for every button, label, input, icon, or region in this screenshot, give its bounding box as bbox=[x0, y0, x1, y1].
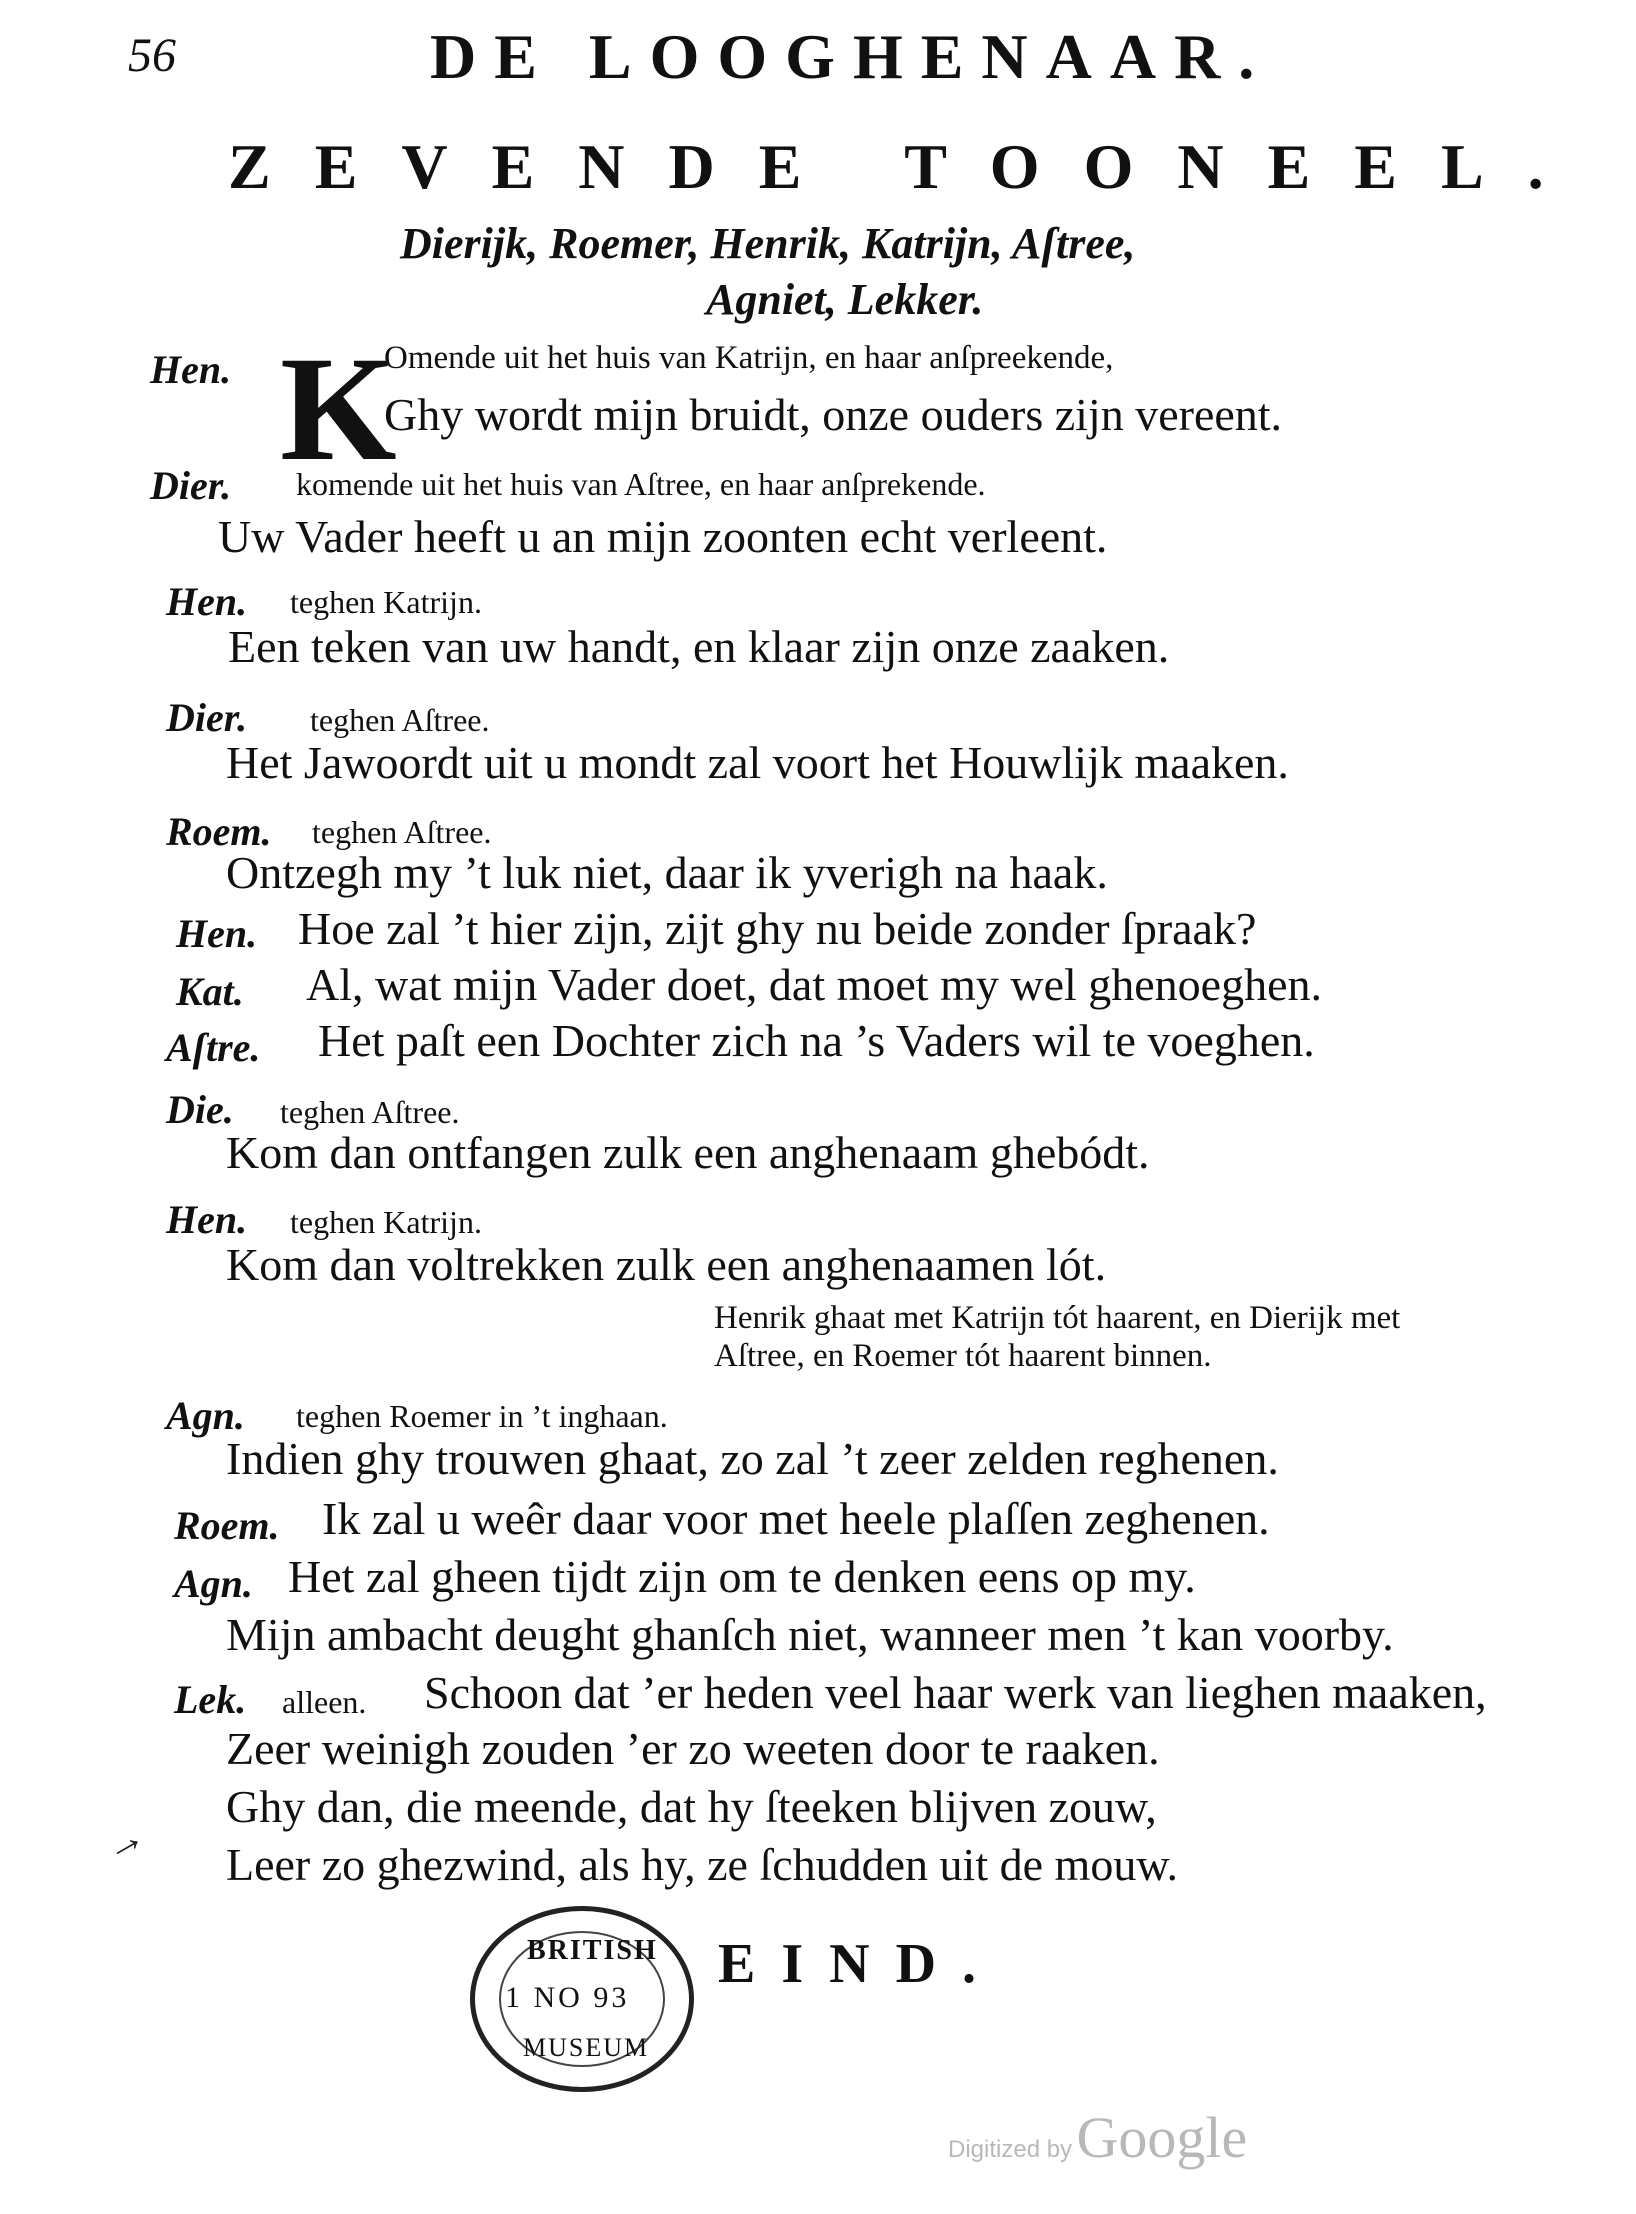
dialogue-line: Het paſt een Dochter zich na ’s Vaders wil te voeghen. bbox=[318, 1015, 1315, 1066]
google-logo: Google bbox=[1076, 2105, 1248, 2170]
speaker-label: Agn. bbox=[174, 1561, 253, 1606]
end-word: EIND. bbox=[718, 1933, 1003, 1995]
stage-direction: teghen Katrijn. bbox=[290, 584, 482, 620]
stage-direction: Aſtree, en Roemer tót haarent binnen. bbox=[714, 1338, 1212, 1374]
stamp-text-bottom: MUSEUM bbox=[523, 2033, 650, 2062]
dialogue-line: Het zal gheen tijdt zijn om te denken eens op my. bbox=[288, 1551, 1196, 1602]
cast-list-line-2: Agniet, Lekker. bbox=[706, 275, 984, 324]
dialogue-line: Omende uit het huis van Katrijn, en haar anſpreekende, bbox=[384, 340, 1114, 376]
stage-direction: teghen Aſtree. bbox=[280, 1094, 460, 1130]
speaker-label: Kat. bbox=[176, 969, 244, 1014]
dialogue-line: Hoe zal ’t hier zijn, zijt ghy nu beide zonder ſpraak? bbox=[298, 903, 1257, 954]
dialogue-line: Mijn ambacht deught ghanſch niet, wanneer men ’t kan voorby. bbox=[226, 1609, 1394, 1660]
speaker-label: Lek. bbox=[174, 1677, 247, 1722]
speaker-label: Hen. bbox=[150, 347, 232, 392]
dialogue-line: Het Jawoordt uit u mondt zal voort het Houwlijk maaken. bbox=[226, 737, 1289, 788]
margin-pen-mark: → bbox=[95, 1812, 153, 1871]
dialogue-line: Ik zal u weêr daar voor met heele plaſſen zeghenen. bbox=[322, 1493, 1270, 1544]
dialogue-line: Ghy dan, die meende, dat hy ſteeken blijven zouw, bbox=[226, 1781, 1157, 1832]
british-museum-stamp bbox=[470, 1906, 694, 2092]
speaker-label: Aſtre. bbox=[166, 1025, 261, 1070]
speaker-label: Agn. bbox=[166, 1393, 245, 1438]
stage-direction: komende uit het huis van Aſtree, en haar anſprekende. bbox=[296, 466, 986, 502]
dialogue-line: Ontzegh my ’t luk niet, daar ik yverigh na haak. bbox=[226, 847, 1108, 898]
speaker-label: Roem. bbox=[166, 809, 272, 854]
speaker-label: Dier. bbox=[150, 463, 232, 508]
dialogue-line: Kom dan voltrekken zulk een anghenaamen lót. bbox=[226, 1239, 1107, 1290]
dialogue-line: Ghy wordt mijn bruidt, onze ouders zijn vereent. bbox=[384, 389, 1283, 440]
speaker-label: Die. bbox=[166, 1087, 234, 1132]
stamp-text-top: BRITISH bbox=[527, 1935, 658, 1966]
stamp-text-middle: 1 NO 93 bbox=[505, 1981, 630, 2014]
dialogue-line: Zeer weinigh zouden ’er zo weeten door te raaken. bbox=[226, 1723, 1160, 1774]
speaker-label: Dier. bbox=[166, 695, 248, 740]
cast-list-line-1: Dierijk, Roemer, Henrik, Katrijn, Aſtree, bbox=[400, 219, 1136, 268]
dialogue-line: Leer zo ghezwind, als hy, ze ſchudden uit de mouw. bbox=[226, 1839, 1179, 1890]
dialogue-line: Uw Vader heeft u an mijn zoonten echt verleent. bbox=[218, 511, 1108, 562]
credit-prefix: Digitized by bbox=[948, 2136, 1073, 2163]
dialogue-line: Kom dan ontfangen zulk een anghenaam ghebódt. bbox=[226, 1127, 1150, 1178]
dialogue-line: Een teken van uw handt, en klaar zijn onze zaaken. bbox=[228, 621, 1170, 672]
page-number: 56 bbox=[128, 29, 176, 82]
speaker-label: Roem. bbox=[174, 1503, 280, 1548]
stage-direction: teghen Roemer in ’t inghaan. bbox=[296, 1398, 668, 1434]
stage-direction: teghen Aſtree. bbox=[312, 814, 492, 850]
stage-direction: teghen Katrijn. bbox=[290, 1204, 482, 1240]
stage-direction: teghen Aſtree. bbox=[310, 702, 490, 738]
stage-direction: Henrik ghaat met Katrijn tót haarent, en Dierijk met bbox=[714, 1300, 1401, 1336]
scene-title: ZEVENDE TOONEEL. bbox=[228, 131, 1588, 202]
dialogue-line: Indien ghy trouwen ghaat, zo zal ’t zeer zelden reghenen. bbox=[226, 1433, 1279, 1484]
stage-direction: alleen. bbox=[282, 1684, 367, 1720]
dialogue-line: Al, wat mijn Vader doet, dat moet my wel ghenoeghen. bbox=[306, 959, 1323, 1010]
drop-cap: K bbox=[280, 326, 397, 492]
digitization-credit bbox=[948, 2104, 1247, 2171]
dialogue-line: Schoon dat ’er heden veel haar werk van lieghen maaken, bbox=[424, 1667, 1487, 1718]
speaker-label: Hen. bbox=[176, 911, 258, 956]
speaker-label: Hen. bbox=[166, 1197, 248, 1242]
speaker-label: Hen. bbox=[166, 579, 248, 624]
running-head: DE LOOGHENAAR. bbox=[430, 21, 1273, 92]
